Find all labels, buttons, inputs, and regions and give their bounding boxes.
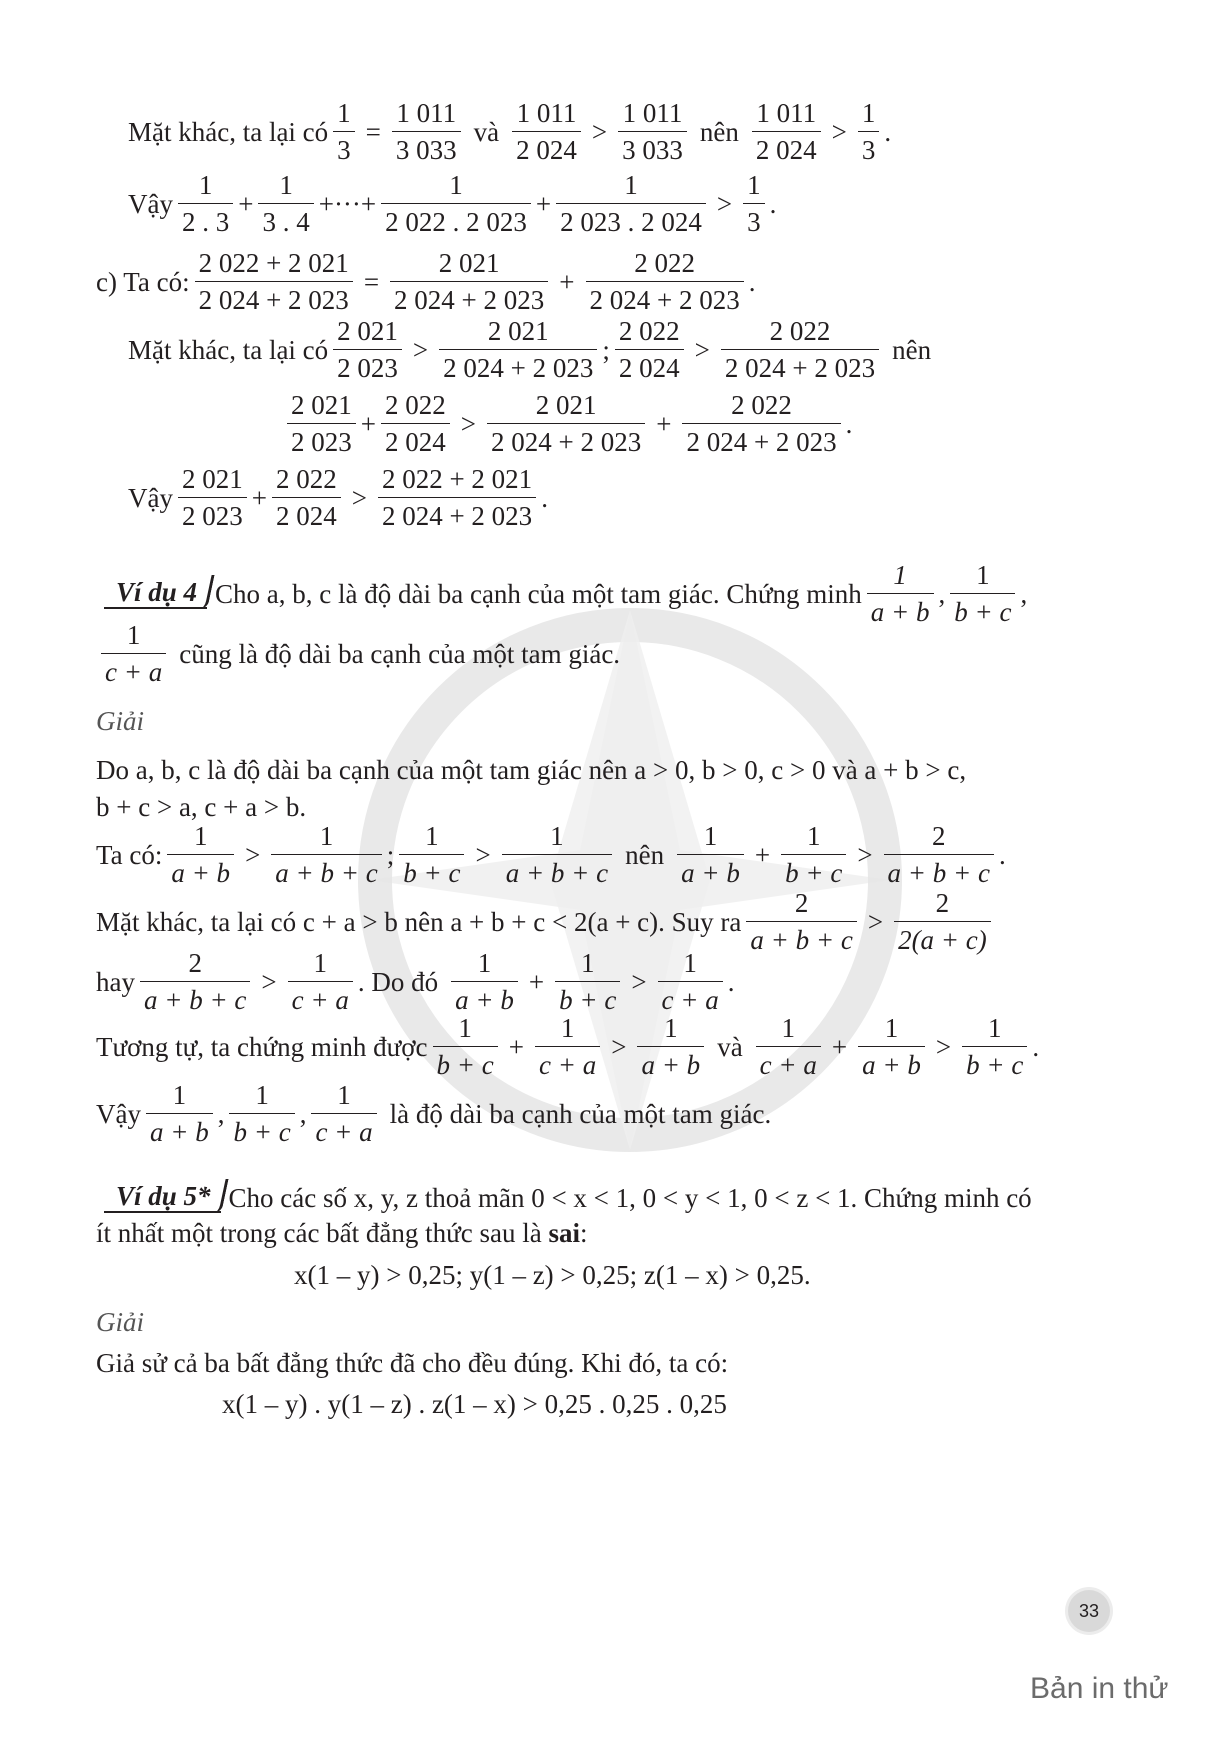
fraction: $\frac{1}{c + a}$	[535, 1015, 600, 1079]
fraction: $\frac{1}{3}$	[333, 100, 355, 164]
fraction: $\frac{2 021}{2 024 + 2 023}$	[487, 392, 645, 456]
solution-line: hay $\frac{2}{a + b + c}$ > $\frac{1}{c + a}$ . Do đó $\frac{1}{a + b}$ + $\frac{1}{b + c}$ > $\frac{1}{c + a}$ .	[96, 948, 735, 1015]
fraction: $\frac{2 022}{2 024 + 2 023}$	[682, 392, 840, 456]
fraction: $\frac{1}{a + b + c}$	[502, 823, 612, 887]
line-2: Vậy $\frac{1}{2 . 3}$ + $\frac{1}{3 . 4}$ +···+ $\frac{1}{2 022 . 2 023}$ + $\frac{1}{2 023 . 2 024}$ > $\frac{1}{3}$ .	[128, 170, 777, 237]
fraction: $\frac{1}{b + c}$	[781, 823, 846, 887]
example-label: Ví dụ 4	[104, 579, 207, 609]
fraction: $\frac{1 011}{2 024}$	[752, 100, 821, 164]
fraction: $\frac{2 022 + 2 021}{2 024 + 2 023}$	[378, 466, 536, 530]
fraction: $\frac{2 021}{2 024 + 2 023}$	[390, 250, 548, 314]
fraction: $\frac{1}{b + c}$	[433, 1015, 498, 1079]
solution-line: Vậy $\frac{1}{a + b}$ , $\frac{1}{b + c}$ , $\frac{1}{c + a}$ là độ dài ba cạnh của một tam giác.	[96, 1080, 772, 1147]
solution-line: Tương tự, ta chứng minh được $\frac{1}{b + c}$ + $\frac{1}{c + a}$ > $\frac{1}{a + b}$ và $\frac{1}{c + a}$ + $\frac{1}{a + b}$ > $\frac{1}{b + c}$ .	[96, 1013, 1040, 1080]
proof-label: Bản in thử	[1030, 1672, 1169, 1705]
example-4-cont: $\frac{1}{c + a}$ cũng là độ dài ba cạnh của một tam giác.	[96, 622, 620, 686]
line-5: $\frac{2 021}{2 023}$ + $\frac{2 022}{2 024}$ > $\frac{2 021}{2 024 + 2 023}$ + $\frac{2 022}{2 024 + 2 023}$ .	[282, 392, 852, 456]
fraction: $\frac{1}{c + a}$	[288, 950, 353, 1014]
fraction: $\frac{1 011}{2 024}$	[512, 100, 581, 164]
fraction: $\frac{2}{a + b + c}$	[746, 890, 856, 954]
example-label: Ví dụ 5*	[104, 1183, 221, 1213]
fraction: $\frac{2 022}{2 024 + 2 023}$	[721, 318, 879, 382]
solution-line: b + c > a, c + a > b.	[96, 792, 307, 822]
solution-line: Giả sử cả ba bất đẳng thức đã cho đều đúng. Khi đó, ta có:	[96, 1348, 729, 1378]
fraction: $\frac{2 022}{2 024}$	[272, 466, 341, 530]
line-4: Mặt khác, ta lại có $\frac{2 021}{2 023}$ > $\frac{2 021}{2 024 + 2 023}$ ; $\frac{2 022}{2 024}$ > $\frac{2 022}{2 024 + 2 023}$ nên	[128, 316, 932, 383]
fraction: $\frac{1}{a + b}$	[451, 950, 518, 1014]
fraction: $\frac{1}{3}$	[743, 172, 765, 236]
fraction: $\frac{2}{a + b + c}$	[884, 823, 994, 887]
page-number: 33	[1068, 1590, 1110, 1632]
fraction: $\frac{1 011}{3 033}$	[618, 100, 687, 164]
fraction: $\frac{2}{2(a + c)}$	[894, 890, 991, 954]
fraction: $\frac{2 021}{2 024 + 2 023}$	[439, 318, 597, 382]
line-6: Vậy $\frac{2 021}{2 023}$ + $\frac{2 022}{2 024}$ > $\frac{2 022 + 2 021}{2 024 + 2 023}$ .	[128, 464, 548, 531]
fraction: $\frac{1}{b + c}$	[229, 1082, 294, 1146]
fraction: $\frac{2 022}{2 024}$	[381, 392, 450, 456]
fraction: $\frac{1}{a + b}$	[677, 823, 744, 887]
fraction: $\frac{1}{3}$	[858, 100, 880, 164]
solution-heading: Giải	[96, 1307, 145, 1337]
fraction: $\frac{1}{3 . 4}$	[258, 172, 313, 236]
fraction: $\frac{1}{2 022 . 2 023}$	[381, 172, 531, 236]
fraction: $\frac{1}{a + b + c}$	[271, 823, 381, 887]
fraction: $\frac{1}{2 023 . 2 024}$	[556, 172, 706, 236]
line-3: c) Ta có: $\frac{2 022 + 2 021}{2 024 + 2 023}$ = $\frac{2 021}{2 024 + 2 023}$ + $\frac{2 022}{2 024 + 2 023}$ .	[96, 248, 756, 315]
fraction: $\frac{1}{a + b}$	[867, 562, 934, 626]
fraction: $\frac{2 022 + 2 021}{2 024 + 2 023}$	[195, 250, 353, 314]
fraction: $\frac{1}{b + c}$	[555, 950, 620, 1014]
fraction: $\frac{1}{2 . 3}$	[178, 172, 233, 236]
fraction: $\frac{2 021}{2 023}$	[287, 392, 356, 456]
line-1: Mặt khác, ta lại có $\frac{1}{3}$ = $\frac{1 011}{3 033}$ và $\frac{1 011}{2 024}$ > $\frac{1 011}{3 033}$ nên $\frac{1 011}{2 024}$ > $\frac{1}{3}$ .	[128, 98, 892, 165]
fraction: $\frac{2 022}{2 024}$	[615, 318, 684, 382]
solution-heading: Giải	[96, 706, 145, 736]
fraction: $\frac{2 021}{2 023}$	[333, 318, 402, 382]
fraction: $\frac{1}{a + b}$	[167, 823, 234, 887]
fraction: $\frac{1 011}{3 033}$	[392, 100, 461, 164]
fraction: $\frac{1}{b + c}$	[950, 562, 1015, 626]
fraction: $\frac{2 021}{2 023}$	[178, 466, 247, 530]
fraction: $\frac{1}{b + c}$	[962, 1015, 1027, 1079]
fraction: $\frac{2}{a + b + c}$	[140, 950, 250, 1014]
fraction: $\frac{1}{c + a}$	[311, 1082, 376, 1146]
solution-line: x(1 – y) . y(1 – z) . z(1 – x) > 0,25 . 0,25 . 0,25	[222, 1389, 727, 1419]
example-5-heading: Ví dụ 5* Cho các số x, y, z thoả mãn 0 < x < 1, 0 < y < 1, 0 < z < 1. Chứng minh có	[104, 1183, 1032, 1213]
fraction: $\frac{1}{b + c}$	[399, 823, 464, 887]
solution-line: Mặt khác, ta lại có c + a > b nên a + b + c < 2(a + c). Suy ra $\frac{2}{a + b + c}$ > $\frac{2}{2(a + c)}$	[96, 890, 996, 954]
fraction: $\frac{2 022}{2 024 + 2 023}$	[586, 250, 744, 314]
fraction: $\frac{1}{a + b}$	[146, 1082, 213, 1146]
solution-line: Do a, b, c là độ dài ba cạnh của một tam giác nên a > 0, b > 0, c > 0 và a + b > c,	[96, 755, 967, 785]
solution-line: Ta có: $\frac{1}{a + b}$ > $\frac{1}{a + b + c}$ ; $\frac{1}{b + c}$ > $\frac{1}{a + b + c}$ nên $\frac{1}{a + b}$ + $\frac{1}{b + c}$ > $\frac{2}{a + b + c}$ .	[96, 821, 1006, 888]
fraction: $\frac{1}{c + a}$	[658, 950, 723, 1014]
fraction: $\frac{1}{c + a}$	[756, 1015, 821, 1079]
fraction: $\frac{1}{a + b}$	[637, 1015, 704, 1079]
fraction: $\frac{1}{c + a}$	[101, 622, 166, 686]
example-4-heading: Ví dụ 4 Cho a, b, c là độ dài ba cạnh của một tam giác. Chứng minh $\frac{1}{a + b}$ , $\frac{1}{b + c}$ ,	[104, 562, 1027, 626]
fraction: $\frac{1}{a + b}$	[858, 1015, 925, 1079]
example-5-line: ít nhất một trong các bất đẳng thức sau là sai :	[96, 1218, 588, 1248]
inequalities: x(1 – y) > 0,25; y(1 – z) > 0,25; z(1 – x) > 0,25.	[294, 1260, 811, 1290]
